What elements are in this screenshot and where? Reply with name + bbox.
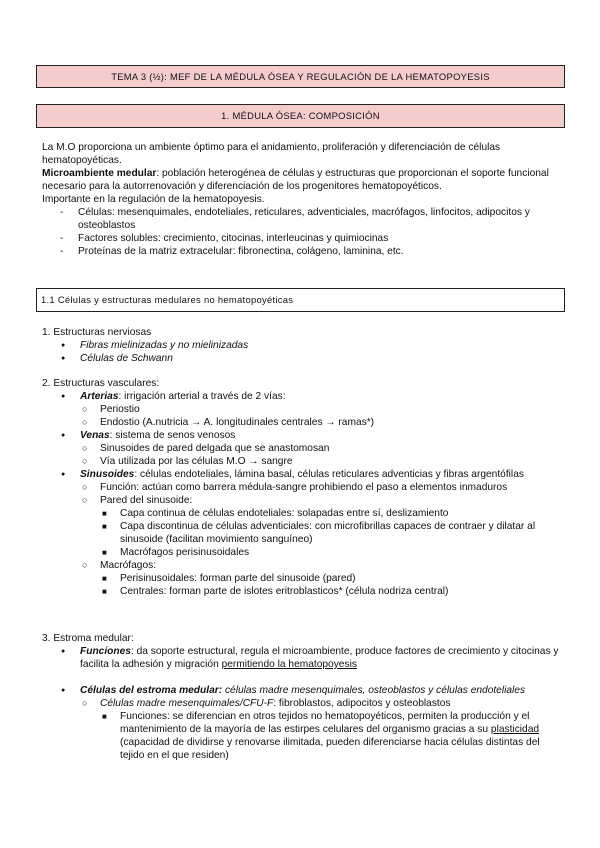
- list-item: ○ Función: actúan como barrera médula-sangre prohibiendo el paso a elementos inmaduros: [100, 481, 562, 494]
- nerv-list: [42, 339, 562, 365]
- intro-block: [42, 141, 562, 258]
- list-item: - Factores solubles: crecimiento, citocinas, interleucinas y quimiocinas: [78, 232, 562, 245]
- vascular-structures: [42, 377, 562, 598]
- microambiente-text: : población heterogénea de células y estructuras que proporcionan el soporte funcional necesario para la autorrenovación y diferenciación de los progenitores hematopoyéticos.: [42, 168, 549, 192]
- list-item: ○ Endostio (A.nutricia → A. longitudinales centrales → ramas*): [100, 416, 562, 429]
- list-item: ● Arterias: irrigación arterial a través de 2 vías: ○ Periostio ○ Endostio (A.nutricia → A. longitudinales centrales → ramas*): [80, 390, 562, 429]
- page-title: TEMA 3 (½): MEF DE LA MÉDULA ÓSEA Y REGULACIÓN DE LA HEMATOPOYESIS: [36, 65, 565, 88]
- list-item: ○ Pared del sinusoide: ■ Capa continua de células endoteliales: solapadas entre sí, deslizamiento ■ Capa discontinua de células adventiciales: con microfibrillas capaces de contraer y dilatar al sinusoide (facilitan movimiento sanguíneo) ■ Macrófagos perisinusoidales: [100, 494, 562, 559]
- list-item: ■ Centrales: forman parte de islotes eritroblasticos* (célula nodriza central): [120, 585, 562, 598]
- microambiente-paragraph: [42, 167, 562, 193]
- list-item: ● Fibras mielinizadas y no mielinizadas: [80, 339, 562, 352]
- list-item: ○ Macrófagos: ■ Perisinusoidales: forman parte del sinusoide (pared) ■ Centrales: forman parte de islotes eritroblasticos* (célula nodriza central): [100, 559, 562, 598]
- estroma-list: [42, 645, 562, 762]
- list-item: ○ Vía utilizada por las células M.O → sangre: [100, 455, 562, 468]
- list-item: ● Células de Schwann: [80, 352, 562, 365]
- section-heading: 1. MÉDULA ÓSEA: COMPOSICIÓN: [36, 104, 565, 128]
- vasc-heading: 2. Estructuras vasculares:: [42, 378, 160, 389]
- subsection-heading: 1.1 Células y estructuras medulares no hematopoyéticas: [36, 288, 565, 312]
- list-item: ■ Perisinusoidales: forman parte del sinusoide (pared): [120, 572, 562, 585]
- components-list: [42, 206, 562, 258]
- list-item: ● Venas: sistema de senos venosos ○ Sinusoides de pared delgada que se anastomosan ○ Vía utilizada por las células M.O → sangre: [80, 429, 562, 468]
- microambiente-label: Microambiente medular: [42, 168, 157, 179]
- list-item: - Células: mesenquimales, endoteliales, reticulares, adventiciales, macrófagos, linfocitos, adipocitos y osteoblastos: [78, 206, 562, 232]
- intro-text: La M.O proporciona un ambiente óptimo para el anidamiento, proliferación y diferenciación de células hematopoyéticas.: [42, 142, 501, 166]
- importante-text: Importante en la regulación de la hematopoyesis.: [42, 194, 265, 205]
- list-item: ● Células del estroma medular: células madre mesenquimales, osteoblastos y células endoteliales ○ Células madre mesenquimales/CFU-F: fibroblastos, adipocitos y osteoblastos ■ Funciones: se diferencian en otros tejidos no hematopoyéticos, permiten la producción y el mantenimiento de la mayoría de las estirpes celulares del organismo gracias a su plasticidad (capacidad de dividirse y renovarse ilimitada, pueden diferenciarse hacia células distintas del tejido en el que residen): [80, 684, 562, 762]
- list-item: ■ Capa continua de células endoteliales: solapadas entre sí, deslizamiento: [120, 507, 562, 520]
- estroma-heading: 3. Estroma medular:: [42, 633, 134, 644]
- list-item: ● Sinusoides: células endoteliales, lámina basal, células reticulares adventicias y fibras argentófilas ○ Función: actúan como barrera médula-sangre prohibiendo el paso a elementos inmaduros ○ Pared del sinusoide: ■ Capa continua de células endoteliales: solapadas entre sí, deslizamiento ■ Capa discontinua de células adventiciales: con microfibrillas capaces de contraer y dilatar al sinusoide (facilitan movimiento sanguíneo) ■ Macrófagos perisinusoidales ○ Macrófagos: ■ Perisinusoidales: forman parte del sinusoide (pared) ■ Centrales: forman parte de islotes eritroblasticos* (célula nodriza central): [80, 468, 562, 598]
- list-item: ■ Macrófagos perisinusoidales: [120, 546, 562, 559]
- list-item: ○ Sinusoides de pared delgada que se anastomosan: [100, 442, 562, 455]
- list-item: ■ Capa discontinua de células adventiciales: con microfibrillas capaces de contraer y dilatar al sinusoide (facilitan movimiento sanguíneo): [120, 520, 562, 546]
- vasc-list: [42, 390, 562, 598]
- list-item: - Proteínas de la matriz extracelular: fibronectina, colágeno, laminina, etc.: [78, 245, 562, 258]
- nervous-structures: [42, 326, 562, 365]
- list-item: ○ Células madre mesenquimales/CFU-F: fibroblastos, adipocitos y osteoblastos ■ Funciones: se diferencian en otros tejidos no hematopoyéticos, permiten la producción y el mantenimiento de la mayoría de las estirpes celulares del organismo gracias a su plasticidad (capacidad de dividirse y renovarse ilimitada, pueden diferenciarse hacia células distintas del tejido en el que residen): [100, 697, 562, 762]
- stroma-section: [42, 632, 562, 762]
- list-item: ■ Funciones: se diferencian en otros tejidos no hematopoyéticos, permiten la producción y el mantenimiento de la mayoría de las estirpes celulares del organismo gracias a su plasticidad (capacidad de dividirse y renovarse ilimitada, pueden diferenciarse hacia células distintas del tejido en el que residen): [120, 710, 562, 762]
- list-item: ○ Periostio: [100, 403, 562, 416]
- nerv-heading: 1. Estructuras nerviosas: [42, 327, 152, 338]
- list-item: ● Funciones: da soporte estructural, regula el microambiente, produce factores de crecimiento y citocinas y facilita la adhesión y migración permitiendo la hematopoyesis: [80, 645, 562, 671]
